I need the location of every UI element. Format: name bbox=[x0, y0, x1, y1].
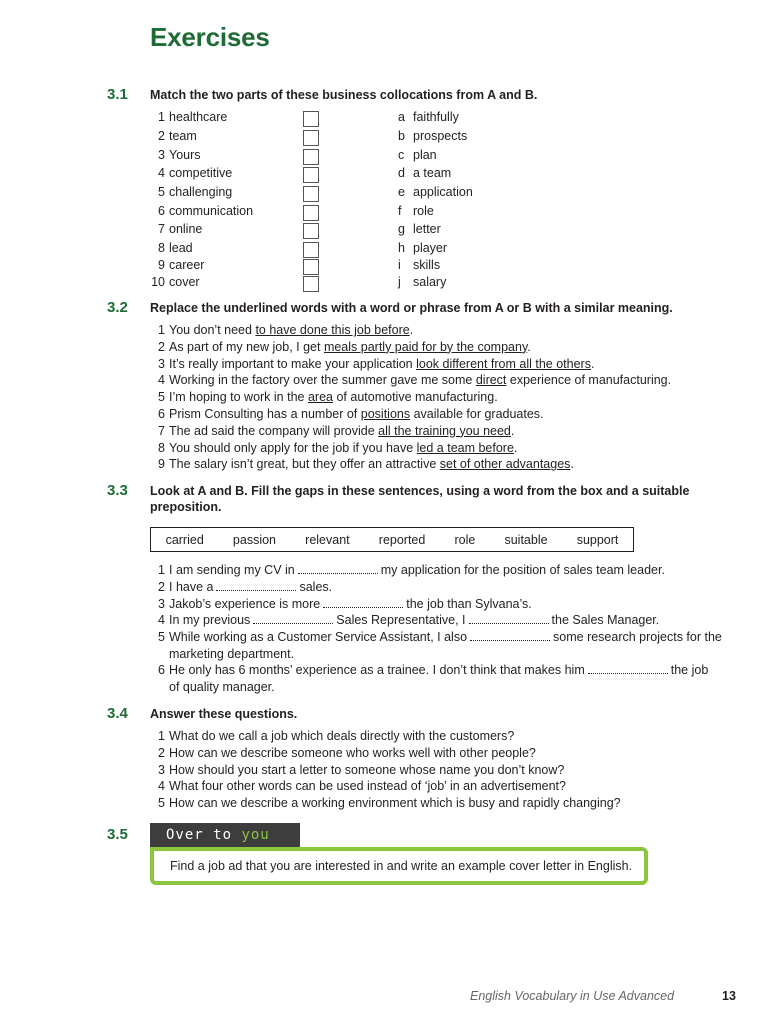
exercise-number: 3.3 bbox=[107, 482, 128, 499]
list-item bbox=[150, 778, 566, 794]
book-title: English Vocabulary in Use Advanced bbox=[470, 989, 675, 1003]
item-label: a team bbox=[413, 166, 452, 180]
item-label: prospects bbox=[413, 129, 468, 143]
underlined-phrase: to have done this job before bbox=[255, 323, 410, 337]
list-item bbox=[150, 109, 227, 125]
item-label: salary bbox=[413, 275, 447, 289]
box-word: support bbox=[576, 532, 619, 547]
question-text: How should you start a letter to someone whose name you don’t know? bbox=[169, 762, 565, 777]
answer-box[interactable] bbox=[303, 242, 319, 258]
underlined-phrase: positions bbox=[360, 407, 411, 421]
box-word: passion bbox=[232, 532, 277, 547]
gap-blank[interactable] bbox=[253, 614, 333, 624]
answer-box[interactable] bbox=[303, 205, 319, 221]
exercise-instruction: Answer these questions. bbox=[150, 707, 298, 721]
item-label: skills bbox=[413, 258, 441, 272]
item-label: communication bbox=[169, 204, 254, 218]
exercise-number: 3.5 bbox=[107, 826, 128, 843]
list-item bbox=[150, 184, 232, 200]
sentence-text: It’s really important to make your application bbox=[169, 356, 417, 371]
list-item bbox=[150, 165, 232, 181]
item-number: 4 bbox=[158, 779, 165, 794]
item-letter: a bbox=[398, 110, 405, 124]
list-item bbox=[150, 795, 621, 811]
sentence-text: You should only apply for the job if you have bbox=[169, 440, 417, 455]
list-item bbox=[150, 128, 197, 144]
box-word: reported bbox=[378, 532, 426, 547]
sentence-text: Prism Consulting has a number of bbox=[169, 407, 361, 421]
list-item bbox=[150, 240, 193, 256]
gap-sentence: 2 I have a sales. bbox=[158, 580, 333, 594]
sentence-text: As part of my new job, I get bbox=[169, 339, 324, 354]
list-item bbox=[398, 221, 441, 237]
exercise-number: 3.1 bbox=[107, 86, 128, 103]
list-item bbox=[398, 203, 434, 219]
underlined-phrase: area bbox=[307, 390, 333, 405]
list-item bbox=[398, 109, 459, 125]
answer-box[interactable] bbox=[303, 149, 319, 165]
item-number: 9 bbox=[158, 258, 165, 272]
item-letter: f bbox=[398, 204, 402, 218]
item-number: 8 bbox=[158, 440, 165, 455]
item-number: 7 bbox=[158, 222, 165, 236]
question-text: How can we describe someone who works well with other people? bbox=[169, 745, 536, 760]
sentence-text: . bbox=[527, 339, 531, 354]
word-box bbox=[150, 527, 634, 552]
item-label: Yours bbox=[169, 148, 201, 162]
box-word: role bbox=[454, 532, 476, 547]
box-word: relevant bbox=[305, 532, 350, 547]
item-letter: d bbox=[398, 166, 405, 180]
list-item bbox=[150, 322, 413, 338]
gap-blank[interactable] bbox=[298, 564, 378, 574]
list-item bbox=[150, 762, 564, 778]
item-label: plan bbox=[413, 148, 437, 162]
item-label: competitive bbox=[169, 166, 233, 180]
item-number: 1 bbox=[158, 323, 165, 337]
answer-box[interactable] bbox=[303, 167, 319, 183]
over-to-you-box: Find a job ad that you are interested in and write an example cover letter in English. bbox=[150, 847, 648, 885]
list-item bbox=[150, 356, 594, 372]
item-label: team bbox=[169, 129, 197, 143]
gap-sentence: 5 While working as a Customer Service Assistant, I also some research projects for the bbox=[158, 630, 722, 644]
sentence-text: . bbox=[510, 423, 515, 438]
gap-sentence: 4 In my previous Sales Representative, I the Sales Manager. bbox=[158, 613, 660, 627]
list-item bbox=[150, 389, 498, 405]
question-text: How can we describe a working environment which is busy and rapidly changing? bbox=[169, 796, 621, 811]
item-letter: j bbox=[398, 275, 401, 289]
item-number: 1 bbox=[158, 110, 165, 124]
answer-box[interactable] bbox=[303, 186, 319, 202]
sentence-text: I’m hoping to work in the bbox=[169, 390, 308, 405]
item-label: role bbox=[413, 204, 434, 218]
underlined-phrase: all the training you need bbox=[378, 423, 511, 438]
list-item bbox=[398, 128, 467, 144]
page-number: 13 bbox=[722, 989, 736, 1003]
list-item bbox=[150, 406, 544, 422]
item-letter: h bbox=[398, 241, 405, 255]
item-number: 3 bbox=[158, 148, 165, 162]
exercise-instruction: Look at A and B. Fill the gaps in these sentences, using a word from the box and a suitable preposition. bbox=[150, 484, 690, 514]
gap-sentence-continuation: of quality manager. bbox=[169, 680, 275, 694]
list-item bbox=[150, 147, 201, 163]
list-item bbox=[398, 274, 446, 290]
gap-blank[interactable] bbox=[469, 614, 549, 624]
gap-blank[interactable] bbox=[470, 631, 550, 641]
exercise-instruction: Match the two parts of these business collocations from A and B. bbox=[150, 88, 538, 102]
item-label: letter bbox=[413, 222, 441, 236]
sentence-text: experience of manufacturing. bbox=[506, 373, 672, 388]
item-number: 6 bbox=[158, 204, 165, 218]
gap-blank[interactable] bbox=[323, 598, 403, 608]
item-label: faithfully bbox=[413, 110, 459, 124]
item-label: challenging bbox=[169, 185, 233, 199]
answer-box[interactable] bbox=[303, 223, 319, 239]
page-title: Exercises bbox=[150, 22, 270, 52]
list-item bbox=[398, 240, 447, 256]
answer-box[interactable] bbox=[303, 276, 319, 292]
sentence-text: The salary isn’t great, but they offer an attractive bbox=[169, 457, 440, 472]
item-letter: b bbox=[398, 129, 405, 143]
gap-sentence: 6 He only has 6 months’ experience as a trainee. I don’t think that makes him the job bbox=[158, 663, 709, 677]
sentence-text: . bbox=[409, 323, 414, 337]
answer-box[interactable] bbox=[303, 111, 319, 127]
underlined-phrase: led a team before bbox=[416, 440, 514, 455]
list-item bbox=[398, 257, 440, 273]
list-item bbox=[150, 423, 514, 439]
gap-blank[interactable] bbox=[216, 581, 296, 591]
list-item bbox=[150, 745, 536, 761]
item-number: 2 bbox=[158, 745, 165, 760]
box-word: carried bbox=[165, 532, 204, 547]
underlined-phrase: look different from all the others bbox=[416, 356, 591, 371]
item-label: player bbox=[413, 241, 448, 255]
underlined-phrase: meals partly paid for by the company bbox=[323, 339, 528, 354]
item-number: 9 bbox=[158, 457, 165, 472]
sentence-text: The ad said the company will provide bbox=[169, 423, 379, 438]
item-number: 2 bbox=[158, 339, 165, 354]
underlined-phrase: set of other advantages bbox=[439, 457, 571, 472]
list-item bbox=[398, 147, 437, 163]
item-number: 5 bbox=[158, 390, 165, 405]
list-item bbox=[150, 339, 531, 355]
item-letter: g bbox=[398, 222, 405, 236]
item-number: 6 bbox=[158, 407, 165, 421]
item-number: 1 bbox=[158, 729, 165, 743]
question-text: What four other words can be used instead of ‘job’ in an advertisement? bbox=[169, 779, 566, 794]
gap-blank[interactable] bbox=[588, 664, 668, 674]
item-number: 3 bbox=[158, 762, 165, 777]
box-word: suitable bbox=[504, 532, 548, 547]
list-item bbox=[150, 203, 253, 219]
sentence-text: available for graduates. bbox=[410, 407, 544, 421]
item-number: 5 bbox=[158, 185, 165, 199]
item-number: 10 bbox=[151, 275, 165, 289]
item-letter: e bbox=[398, 185, 405, 199]
sentence-text: You don’t need bbox=[169, 323, 256, 337]
list-item bbox=[150, 728, 514, 744]
sentence-text: of automotive manufacturing. bbox=[333, 390, 498, 405]
answer-box[interactable] bbox=[303, 130, 319, 146]
over-to-you-tab: Over to you bbox=[150, 823, 300, 847]
underlined-phrase: direct bbox=[475, 373, 507, 388]
item-label: healthcare bbox=[169, 110, 228, 124]
list-item bbox=[150, 257, 204, 273]
item-number: 2 bbox=[158, 129, 165, 143]
item-number: 4 bbox=[158, 166, 165, 180]
item-label: online bbox=[169, 222, 203, 236]
answer-box[interactable] bbox=[303, 259, 319, 275]
exercise-number: 3.2 bbox=[107, 299, 128, 316]
item-label: lead bbox=[169, 241, 193, 255]
item-number: 4 bbox=[158, 373, 165, 388]
sentence-text: . bbox=[570, 457, 574, 472]
item-number: 7 bbox=[158, 423, 165, 438]
exercise-number: 3.4 bbox=[107, 705, 128, 722]
list-item bbox=[150, 372, 671, 388]
list-item bbox=[150, 440, 517, 456]
list-item bbox=[398, 184, 473, 200]
item-label: cover bbox=[169, 275, 200, 289]
item-number: 8 bbox=[158, 241, 165, 255]
item-number: 5 bbox=[158, 796, 165, 811]
gap-sentence: 1 I am sending my CV in my application for the position of sales team leader. bbox=[158, 563, 665, 577]
sentence-text: Working in the factory over the summer gave me some bbox=[169, 373, 476, 388]
item-number: 3 bbox=[158, 356, 165, 371]
item-label: application bbox=[413, 185, 473, 199]
gap-sentence: 3 Jakob’s experience is more the job than Sylvana’s. bbox=[158, 597, 532, 611]
sentence-text: . bbox=[513, 440, 518, 455]
question-text: What do we call a job which deals directly with the customers? bbox=[169, 729, 515, 743]
item-label: career bbox=[169, 258, 205, 272]
item-letter: i bbox=[398, 258, 401, 272]
list-item bbox=[150, 221, 202, 237]
list-item bbox=[150, 274, 200, 290]
sentence-text: . bbox=[590, 356, 595, 371]
item-letter: c bbox=[398, 148, 405, 162]
exercise-instruction: Replace the underlined words with a word or phrase from A or B with a similar meaning. bbox=[150, 301, 673, 315]
gap-sentence-continuation: marketing department. bbox=[169, 647, 295, 661]
list-item bbox=[398, 165, 451, 181]
list-item bbox=[150, 456, 574, 472]
